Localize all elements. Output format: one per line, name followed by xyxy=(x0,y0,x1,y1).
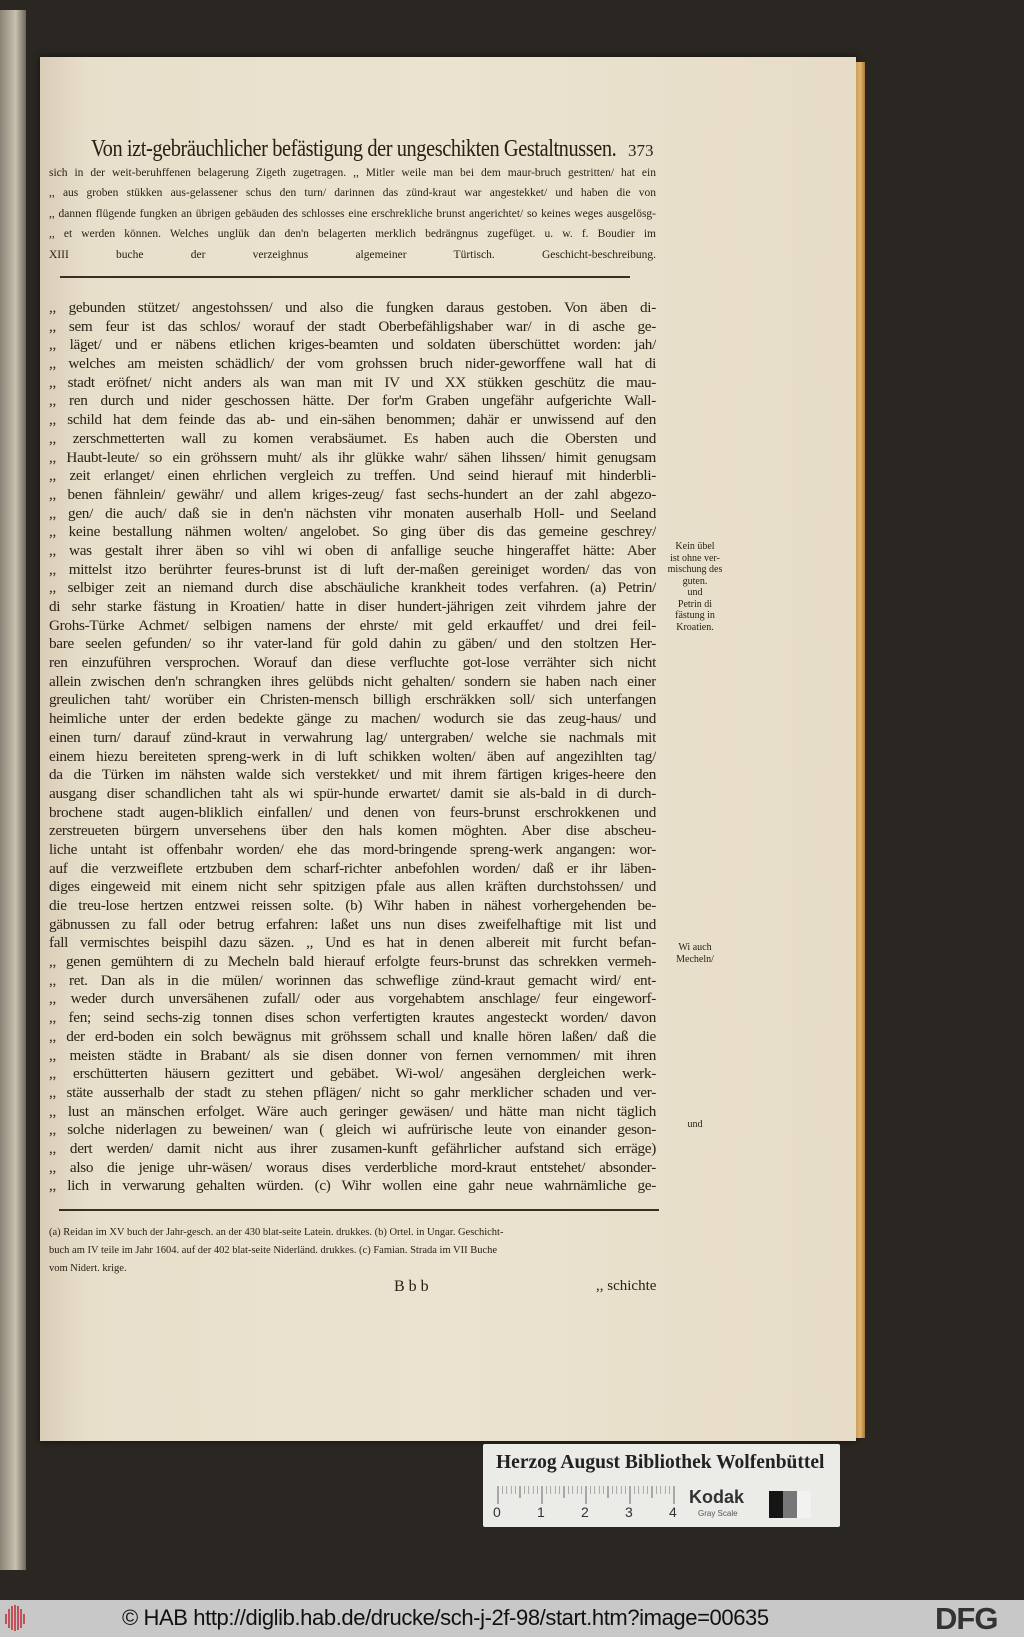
ruler-number: 2 xyxy=(581,1504,589,1520)
text-line: ,, sem feur ist das schlos/ worauf der stadt Oberbefähligshaber war/ in di asche ge- xyxy=(49,317,656,335)
text-line: ausgang diser schandlichen taht als wi spür-hunde erwartet/ damit sie als-bald in di durch- xyxy=(49,784,656,802)
text-line: die treu-lose hertzen entzwei reissen solte. (b) Wihr haben in nähest vorhergehenden be- xyxy=(49,897,656,914)
quote-line: XIII buche der verzeighnus algemeiner Türtisch. Geschicht-beschreibung. xyxy=(49,248,656,261)
running-header: Von izt-gebräuchlicher befästigung der ungeschikten Gestaltnussen. xyxy=(91,136,617,162)
footnote-line: buch am IV teile im Jahr 1604. auf der 402 blat-seite Niderländ. drukkes. (c) Famian. Strada im VII Buche xyxy=(49,1245,498,1256)
text-line: ,, ren durch und nider geschossen hätte. Der for'm Graben ungefähr aufgerichte Wall- xyxy=(49,392,656,410)
text-line: ,, meisten städte in Brabant/ als sie disen donner von fernen vernommen/ mit ihren xyxy=(49,1046,656,1064)
text-line: fall vermischtes beispihl dazu säzen. ,, Und es hat in denen albereit mit furcht befan- xyxy=(49,934,656,952)
ruler-number: 0 xyxy=(493,1504,501,1520)
text-line: ,, läget/ und er näbens etlichen kriges-beamten und soldaten überschüttet worden: jah/ xyxy=(49,336,656,354)
page-number: 373 xyxy=(628,141,654,160)
text-line: greulichen taht/ worüber ein Christen-mensch billigh erschräkken soll/ sich unterfangen xyxy=(49,691,656,709)
divider-rule xyxy=(60,276,630,278)
ruler-icon xyxy=(497,1486,677,1504)
marginal-note xyxy=(661,942,729,965)
ruler-number: 4 xyxy=(669,1504,677,1520)
text-line: einen turn/ darauf zünd-kraut in verwahrung lag/ untergraben/ welche sie nachmals mit xyxy=(49,728,656,746)
hab-logo-icon xyxy=(4,1604,26,1632)
quote-line: ,, et werden können. Welches unglük dan den'n belagerten merklich bedrängnus zugefüget. u. w. f. Boudier im xyxy=(49,228,656,241)
marginal-line: guten. xyxy=(682,575,708,587)
text-line: ,, weder durch unversähenen zufall/ oder aus vorgehabtem anschlage/ feur eingeworf- xyxy=(49,990,656,1008)
quote-line: ,, aus groben stükken aus-gelassener schus den turn/ darinnen das zünd-kraut war angestekket/ und haben die von xyxy=(49,187,656,200)
footnote-divider xyxy=(59,1209,659,1211)
text-line: gäbnussen zu fall oder betrug erfahren: laßet uns nun dises zweifelhaftige mit list und xyxy=(49,915,656,933)
marginal-line: Kein übel xyxy=(675,541,715,552)
marginal-line: fästung in xyxy=(675,610,715,621)
marginal-line: mischung des xyxy=(667,564,723,575)
marginal-line: Petrin di xyxy=(677,598,713,610)
marginal-line: Wi auch xyxy=(678,942,712,953)
text-line: ,, mittelst itzo berührter feures-brunst ist di luft der-maßen gereiniget worden/ das von xyxy=(49,560,656,578)
marginal-line: Kroatien. xyxy=(676,621,714,633)
text-line: ,, welches am meisten schädlich/ der vom grohssen bruch nider-geworffene wall hat di xyxy=(49,355,656,373)
text-line: ,, solche niderlagen zu beweinen/ wan ( gleich wi aufrürische leute von einander geson- xyxy=(49,1121,656,1139)
text-line: ,, benen fähnlein/ gewähr/ und allem kriges-zeug/ fast sechs-hundert an der zahl abgezo- xyxy=(49,485,656,503)
quote-block xyxy=(49,163,656,265)
text-line: ,, genen gemühtern di zu Mecheln bald hierauf erfolgte feurs-brunst das schrekken vermeh- xyxy=(49,953,656,971)
text-line: ,, der erd-boden ein solch bewägnus mit gröhssem schall und knalle hören laßen/ daß die xyxy=(49,1027,656,1045)
text-line: ren einzuführen versprochen. Worauf dan diese verfluchte got-lose verrähter sich nicht xyxy=(49,654,656,672)
copyright-link[interactable]: © HAB http://diglib.hab.de/drucke/sch-j-2f-98/start.htm?image=00635 xyxy=(122,1605,769,1630)
library-scale-label xyxy=(483,1444,840,1527)
text-line: einem hiezu bereiteten spreng-werk in di luft schikken wolten/ äben auf angezihlten tag/ xyxy=(49,747,656,765)
text-line: ,, gen/ die auch/ daß sie in den'n nächsten vihr monaten auserhalb Holl- und Seeland xyxy=(49,504,656,522)
kodak-brand: Kodak xyxy=(689,1487,745,1507)
text-line: liche untaht ist offenbahr worden/ ehe das mord-bringende spreng-werk angangen: wor- xyxy=(49,840,656,858)
text-line: ,, keine bestallung nähmen wolten/ angelobet. So ging über dis das gemeine geschrey/ xyxy=(49,523,656,541)
text-line: da die Türken im nähsten walde sich verstekket/ und mit ihrem färtigen kriges-heere den xyxy=(49,766,656,784)
footnotes xyxy=(49,1224,656,1278)
gray-scale-swatch xyxy=(769,1491,811,1518)
footnote-line: (a) Reidan im XV buch der Jahr-gesch. an der 430 blat-seite Latein. drukkes. (b) Ortel. in Ungar. Geschicht- xyxy=(49,1227,504,1238)
dfg-logo: DFG xyxy=(935,1601,998,1636)
marginal-line: und xyxy=(687,1119,703,1130)
footnote-line: vom Nidert. krige. xyxy=(49,1263,127,1274)
main-text xyxy=(49,299,656,1196)
text-line: diges eingeweid mit einem nicht sehr spitzigen pfale aus allen kräften durchstohssen/ und xyxy=(49,878,656,896)
text-line: bare seelen gefunden/ so ihr vater-land für gold dahin zu gäben/ und den stoltzen Her- xyxy=(49,635,656,653)
library-name: Herzog August Bibliothek Wolfenbüttel xyxy=(496,1452,825,1473)
text-line: ,, zeit erlanget/ einen ehrlichen vergleich zu treffen. Und seind hierauf mit hinderbli- xyxy=(49,467,656,485)
text-line: ,, dert werden/ damit nicht aus ihrer zusamen-kunft gefährlicher aufstand sich erräge) xyxy=(49,1139,656,1157)
marginal-line: ist ohne ver- xyxy=(670,552,720,564)
quote-line: ,, dannen flügende fungken an übrigen gebäuden des schlosses eine erschrekliche brunst angerichtet/ so keines weges ausgelösg- xyxy=(49,207,656,220)
page-gilt-edge xyxy=(856,62,865,1438)
marginal-line: und xyxy=(687,587,703,598)
text-line: ,, was gestalt ihrer äben so vihl wi oben di anfallige seuche hingeraffet hätte: Aber xyxy=(49,541,656,559)
text-line: Grohs-Türke Achmet/ selbigen namens der ehrste/ mit geld erkauffet/ und drei feil- xyxy=(49,616,656,634)
text-line: brochene stadt augen-bliklich einfallen/ und denen von feurs-brunst erschrokkenen und xyxy=(49,803,656,821)
marginal-line: Mecheln/ xyxy=(676,953,714,965)
text-line: ,, Haubt-leute/ so ein gröhssern muht/ als ihr glükke wahr/ sähen lihssen/ himit genugsam xyxy=(49,448,656,466)
text-line: ,, selbiger zeit an niemand durch dise abschäuliche krankheit todes verfahren. (a) Petrin/ xyxy=(49,579,656,597)
marginal-note xyxy=(661,541,729,633)
adjacent-page-edge xyxy=(0,10,26,1570)
footer-bar xyxy=(0,1600,1024,1637)
gray-scale-caption: Gray Scale xyxy=(698,1509,738,1518)
text-line: ,, zerschmetterten wall zu komen verabsäumet. Es haben auch die Obersten und xyxy=(49,429,656,447)
ruler-number: 3 xyxy=(625,1504,633,1520)
text-line: ,, fen; seind sechs-zig tonnen dises schon verfertigten krautes angesteckt worden/ davon xyxy=(49,1009,656,1027)
ruler-number: 1 xyxy=(537,1504,545,1520)
text-line: zerstreueten bürgern unversehens über den hals komen möghten. Aber dise abscheu- xyxy=(49,822,656,840)
text-line: ,, erschütterten häusern gezittert und gebäbet. Wi-wol/ angesähen dergleichen werk- xyxy=(49,1065,656,1083)
text-line: heimliche unter der erden bedekte gänge zu machen/ wodurch sie das zeug-haus/ und xyxy=(49,710,656,728)
signature-mark: B b b xyxy=(394,1278,429,1295)
text-line: ,, lust an mänschen erfolget. Wäre auch geringer gewäsen/ und hätte man nicht täglich xyxy=(49,1102,656,1120)
text-line: ,, stäte ausserhalb der stadt zu stehen pflägen/ nicht so gahr merklicher schaden und ver- xyxy=(49,1083,656,1101)
catchword: ,, schichte xyxy=(596,1278,657,1294)
text-line: ,, gebunden stützet/ angestohssen/ und also die fungken daraus gestoben. Von äben di- xyxy=(49,299,656,316)
marginal-note xyxy=(661,1119,729,1131)
text-line: ,, also die jenige uhr-wäsen/ woraus dises verderbliche mord-kraut entstehet/ absonder- xyxy=(49,1158,656,1176)
text-line: allein zwischen den'n schrangken ihres gelübds nicht gehalten/ sondern sie haben nach einer xyxy=(49,672,656,690)
text-line: ,, stadt eröfnet/ nicht anders als wan man mit IV und XX stükken geschütz die mau- xyxy=(49,373,656,391)
text-line: di sehr starke fästung in Kroatien/ hatte in diser hundert-jährigen zeit vihrdem jahre der xyxy=(49,598,656,615)
text-line: auf die verzweiflete ertzbuben dem scharf-richter anbefohlen worden/ daß er ihr läben- xyxy=(49,859,656,877)
text-line: ,, ret. Dan als in die mülen/ worinnen das schweflige zünd-kraut gemacht wird/ ent- xyxy=(49,971,656,989)
text-line: ,, lich in verwarung gehalten würden. (c) Wihr wollen eine gahr neue wahrnämliche ge- xyxy=(49,1177,656,1195)
quote-line: sich in der weit-beruhffenen belagerung Zigeth zugetragen. ,, Mitler weile man bei dem maur-bruch gestritten/ hat ein xyxy=(49,167,656,179)
text-line: ,, schild hat dem feinde das ab- und ein-sähen benommen; dahär er unwissend auf den xyxy=(49,411,656,429)
